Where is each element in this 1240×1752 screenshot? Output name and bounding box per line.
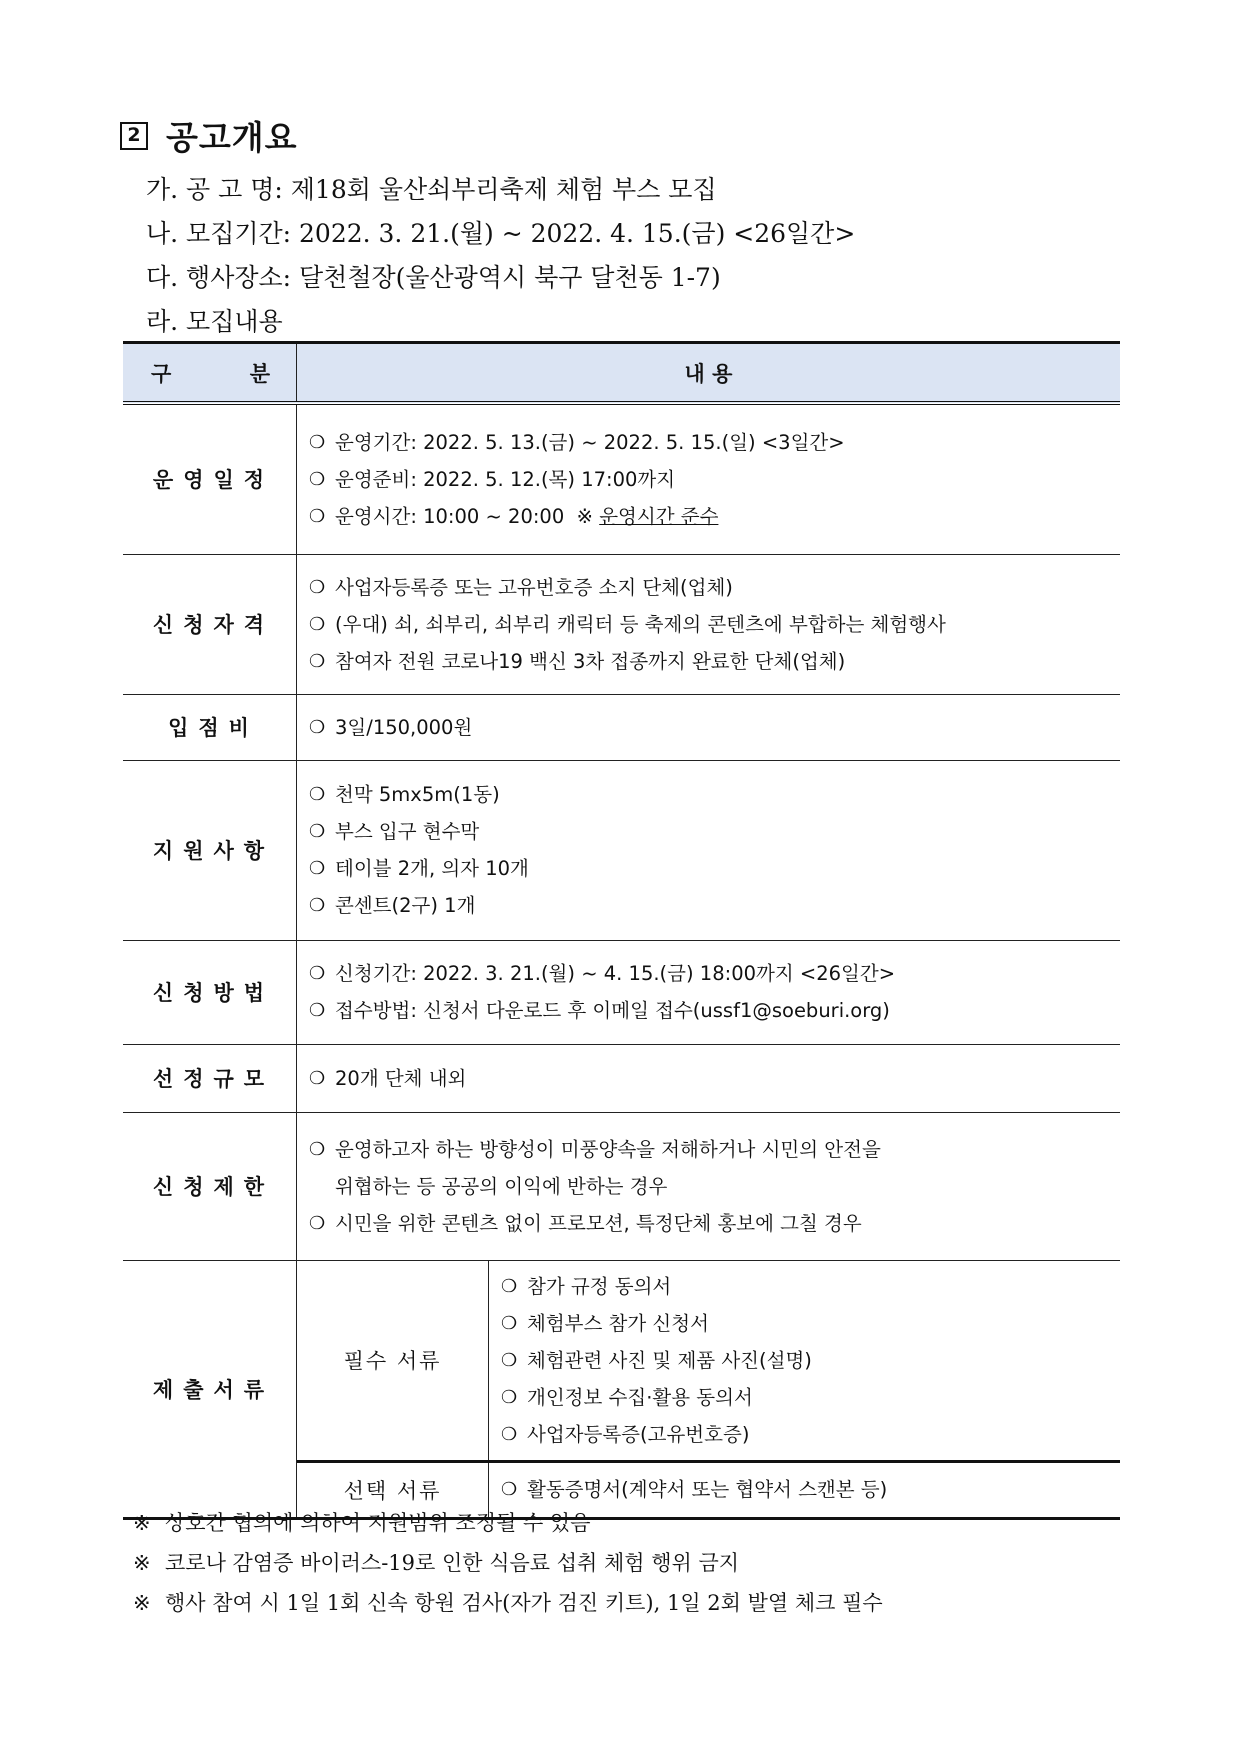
list-item: ❍ 개인정보 수집·활용 동의서 (501, 1379, 1120, 1416)
announcement-summary (146, 168, 855, 344)
list-item: ❍ 3일/150,000원 (309, 709, 1120, 746)
footnotes (133, 1503, 883, 1623)
bullet-icon: ❍ (309, 431, 326, 453)
bullet-icon: ❍ (309, 1138, 326, 1160)
table-row-schedule (123, 403, 1120, 554)
row-label-support: 지원사항 (123, 760, 297, 940)
header-content: 내 용 (297, 343, 1121, 404)
required-docs-list (489, 1261, 1121, 1462)
row-label-documents: 제출서류 (123, 1260, 297, 1518)
list-item: ❍ 운영시간: 10:00 ~ 20:00 ※ 운영시간 준수 (309, 498, 1120, 535)
row-content-schedule (297, 403, 1121, 554)
reference-mark-icon: ※ (133, 1511, 151, 1535)
table-row-qualification (123, 554, 1120, 694)
list-item: ❍ 사업자등록증(고유번호증) (501, 1416, 1120, 1453)
required-docs-label: 필수 서류 (297, 1261, 489, 1462)
table-row-method (123, 940, 1120, 1044)
bullet-icon: ❍ (309, 650, 326, 672)
section-heading (120, 112, 298, 159)
bullet-icon: ❍ (309, 505, 326, 527)
table-row-restriction (123, 1112, 1120, 1260)
reference-mark-icon: ※ (133, 1591, 151, 1615)
row-content-method (297, 940, 1121, 1044)
reference-mark-icon: ※ (133, 1551, 151, 1575)
list-item: ❍ 콘센트(2구) 1개 (309, 887, 1120, 924)
bullet-icon: ❍ (309, 821, 326, 842)
table-header-row (123, 343, 1120, 404)
bullet-icon: ❍ (309, 858, 326, 879)
row-label-qualification: 신청자격 (123, 554, 297, 694)
table-row-documents (123, 1260, 1120, 1518)
bullet-icon: ❍ (501, 1312, 518, 1334)
header-category-right: 분 (249, 361, 270, 386)
row-label-restriction: 신청제한 (123, 1112, 297, 1260)
list-item: ❍ 20개 단체 내외 (309, 1060, 1120, 1097)
row-content-qualification (297, 554, 1121, 694)
documents-subtable (297, 1261, 1120, 1517)
list-item: ❍ 테이블 2개, 의자 10개 (309, 850, 1120, 887)
bullet-icon: ❍ (309, 784, 326, 805)
bullet-icon: ❍ (501, 1349, 518, 1371)
list-item: ❍ 신청기간: 2022. 3. 21.(월) ~ 4. 15.(금) 18:00까지 <26일간> (309, 955, 1120, 992)
summary-line-contents: 라. 모집내용 (146, 307, 283, 336)
list-item: ❍ 접수방법: 신청서 다운로드 후 이메일 접수(ussf1@soeburi.org) (309, 992, 1120, 1029)
section-number-box: 2 (120, 122, 148, 150)
list-item: ❍ 사업자등록증 또는 고유번호증 소지 단체(업체) (309, 569, 1120, 606)
emphasis-text: 운영시간 준수 (599, 504, 719, 528)
bullet-icon: ❍ (309, 1000, 326, 1021)
list-item: ❍ (우대) 쇠, 쇠부리, 쇠부리 캐릭터 등 축제의 콘텐츠에 부합하는 체험행사 (309, 606, 1120, 643)
bullet-icon: ❍ (309, 576, 326, 598)
footnote: ※ 코로나 감염증 바이러스-19로 인한 식음료 섭취 체험 행위 금지 (133, 1543, 883, 1583)
list-item: ❍ 부스 입구 현수막 (309, 813, 1120, 850)
bullet-icon: ❍ (309, 716, 326, 738)
optional-docs-label: 선택 서류 (297, 1462, 489, 1517)
bullet-icon: ❍ (501, 1423, 518, 1445)
list-item: ❍ 체험관련 사진 및 제품 사진(설명) (501, 1342, 1120, 1379)
summary-line-venue: 다. 행사장소: 달천철장(울산광역시 북구 달천동 1-7) (146, 263, 721, 292)
summary-line-title: 가. 공 고 명: 제18회 울산쇠부리축제 체험 부스 모집 (146, 175, 717, 204)
documents-required-row (297, 1261, 1120, 1462)
row-content-scale (297, 1044, 1121, 1112)
header-category-left: 구 (151, 361, 172, 386)
list-item: ❍ 시민을 위한 콘텐츠 없이 프로모션, 특정단체 홍보에 그칠 경우 (309, 1205, 1120, 1242)
section-title: 공고개요 (166, 118, 298, 157)
footnote: ※ 상호간 협의에 의하여 지원범위 조정될 수 있음 (133, 1503, 883, 1543)
bullet-icon: ❍ (309, 613, 326, 635)
list-item-continuation: 위협하는 등 공공의 이익에 반하는 경우 (335, 1174, 668, 1198)
footnote: ※ 행사 참여 시 1일 1회 신속 항원 검사(자가 검진 키트), 1일 2회 발열 체크 필수 (133, 1583, 883, 1623)
row-label-schedule: 운영일정 (123, 403, 297, 554)
row-content-documents (297, 1260, 1121, 1518)
list-item: ❍ 운영기간: 2022. 5. 13.(금) ~ 2022. 5. 15.(일) <3일간> (309, 424, 1120, 461)
bullet-icon: ❍ (309, 895, 326, 916)
table-row-scale (123, 1044, 1120, 1112)
list-item: ❍ 참가 규정 동의서 (501, 1268, 1120, 1305)
list-item: ❍ 체험부스 참가 신청서 (501, 1305, 1120, 1342)
bullet-icon: ❍ (309, 1212, 326, 1234)
recruitment-table (123, 341, 1120, 1520)
list-item: ❍ 운영준비: 2022. 5. 12.(목) 17:00까지 (309, 461, 1120, 498)
row-label-fee: 입점비 (123, 694, 297, 760)
list-item: ❍ 참여자 전원 코로나19 백신 3차 접종까지 완료한 단체(업체) (309, 643, 1120, 680)
summary-line-period: 나. 모집기간: 2022. 3. 21.(월) ~ 2022. 4. 15.(금) <26일간> (146, 219, 856, 248)
bullet-icon: ❍ (501, 1479, 518, 1501)
bullet-icon: ❍ (309, 1067, 326, 1089)
list-item: ❍ 천막 5mx5m(1동) (309, 776, 1120, 813)
row-content-support (297, 760, 1121, 940)
bullet-icon: ❍ (309, 468, 326, 490)
row-content-restriction (297, 1112, 1121, 1260)
row-content-fee (297, 694, 1121, 760)
row-label-scale: 선정규모 (123, 1044, 297, 1112)
list-item: ❍ 운영하고자 하는 방향성이 미풍양속을 저해하거나 시민의 안전을 (309, 1131, 1120, 1168)
row-label-method: 신청방법 (123, 940, 297, 1044)
header-category (123, 343, 297, 404)
bullet-icon: ❍ (501, 1386, 518, 1408)
table-row-support (123, 760, 1120, 940)
list-item: ❍ 활동증명서(계약서 또는 협약서 스캔본 등) (501, 1471, 1120, 1508)
table-row-fee (123, 694, 1120, 760)
bullet-icon: ❍ (501, 1275, 518, 1297)
bullet-icon: ❍ (309, 963, 326, 984)
